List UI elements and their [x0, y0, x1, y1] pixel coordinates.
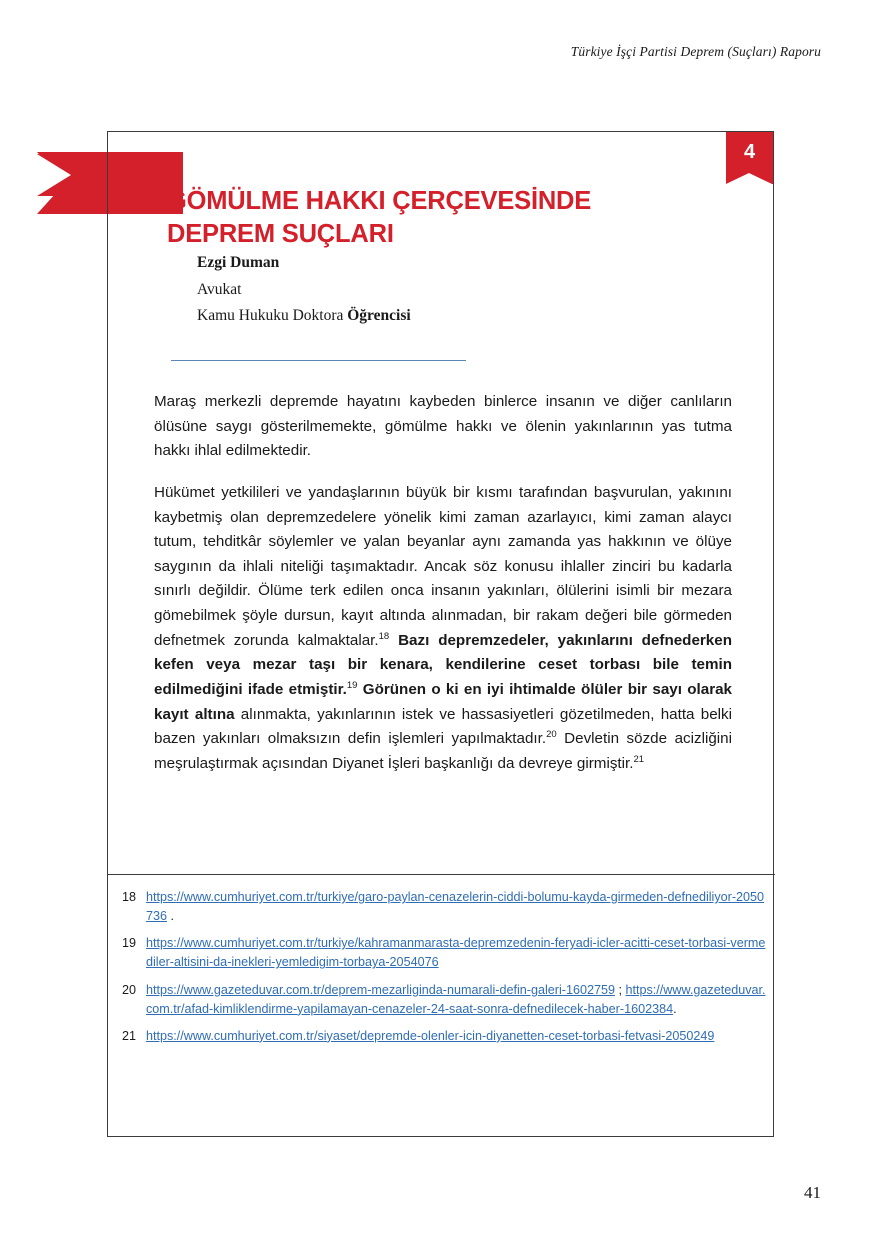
- footnote-text: [146, 888, 766, 926]
- author-block: [197, 250, 637, 330]
- footnote-text: [146, 981, 766, 1019]
- chapter-number: 4: [743, 141, 756, 163]
- footnote-link[interactable]: https://www.cumhuriyet.com.tr/turkiye/garo-paylan-cenazelerin-ciddi-bolumu-kayda-girmeden-defnediliyor-2050736: [146, 890, 765, 924]
- footnote-number: 20: [122, 982, 137, 997]
- paragraph-1: Maraş merkezli depremde hayatını kaybeden binlerce insanın ve diğer canlıların ölüsüne saygı gösterilmemekte, gömülme hakkı ve ölenin yakınlarının yas tutma hakkı ihlal edilmektedir.: [154, 393, 732, 460]
- body-text: [154, 390, 732, 776]
- paragraph-2-part-b: Bazı depremzedeler, yakınlarını defnederken kefen veya mezar taşı bir kenara, kendilerine ceset torbası bile temin edilmediğini ifade etmiştir.: [154, 631, 732, 698]
- footnote-ref-19: 19: [346, 679, 358, 691]
- footnote-text: [146, 1027, 766, 1046]
- footnote-link-secondary[interactable]: https://www.gazeteduvar.com.tr/afad-kimliklendirme-yapilamayan-cenazeler-24-saat-sonra-defnedilecek-haber-1602384: [146, 982, 766, 1016]
- footnote-ref-20: 20: [546, 729, 557, 741]
- running-header: Türkiye İşçi Partisi Deprem (Suçları) Raporu: [570, 44, 821, 59]
- paragraph-2: [154, 481, 732, 777]
- author-name: Ezgi Duman: [197, 254, 280, 271]
- footnote-item: [116, 888, 766, 926]
- chapter-title: GÖMÜLME HAKKI ÇERÇEVESİNDE DEPREM SUÇLARI: [167, 187, 592, 248]
- footnote-item: [116, 934, 766, 972]
- footnote-separator-text: ;: [615, 982, 626, 997]
- footnote-item: [116, 1027, 766, 1046]
- author-affiliation-strong: Öğrencisi: [347, 307, 411, 325]
- footnote-ref-21: 21: [633, 753, 645, 765]
- paragraph-2-part-e: Devletin sözde acizliğini meşrulaştırmak açısından Diyanet İşleri başkanlığı da devreye girmiştir.: [154, 730, 732, 772]
- paragraph-2-part-c: Görünen o ki en iyi ihtimalde ölüler bir sayı olarak kayıt altına: [154, 680, 732, 723]
- footnote-link[interactable]: https://www.gazeteduvar.com.tr/deprem-mezarliginda-numarali-defin-galeri-1602759: [146, 982, 615, 997]
- paragraph-2-part-a: Hükümet yetkilileri ve yandaşlarının büyük bir kısmı tarafından başvurulan, yakınını kaybetmiş olan depremzedelere yönelik kimi zaman azarlayıcı, kimi zaman alaycı tutum, tehditkâr söylemler ve yalan beyanlar aynı zamanda yas hakkının ve ölüye saygının da ihlali niteliği taşımaktadır. Ancak söz konusu ihlaller zinciri bu kadarla sınırlı değildir. Ölüme terk edilen onca insanın yakınları, ölülerini isimli bir mezara gömebilmek şöyle dursun, kayıt altında alınmadan, bir rakam değeri bile görmeden defnetmek zorunda kalmaktalar.: [154, 483, 732, 649]
- author-affiliation: [197, 303, 637, 330]
- footnote-text: [146, 934, 766, 972]
- footnote-link[interactable]: https://www.cumhuriyet.com.tr/siyaset/depremde-olenler-icin-diyanetten-ceset-torbasi-fetvasi-2050249: [146, 1028, 715, 1043]
- footnote-ref-18: 18: [378, 630, 390, 642]
- chapter-number-badge: [726, 132, 773, 184]
- footnote-suffix: .: [673, 1001, 677, 1016]
- footnote-link[interactable]: https://www.cumhuriyet.com.tr/turkiye/kahramanmarasta-depremzedenin-feryadi-icler-acitti-ceset-torbasi-vermediler-altisini-da-inekleri-yemledigim-torbaya-2054076: [146, 936, 766, 970]
- author-role: Avukat: [197, 280, 242, 298]
- author-affiliation-plain: Kamu Hukuku Doktora: [197, 307, 348, 325]
- page-content-frame: [107, 131, 774, 1137]
- footnote-suffix: .: [167, 909, 175, 924]
- footnote-separator: [108, 874, 775, 875]
- badge-notch: [726, 173, 772, 184]
- footnote-number: 19: [122, 936, 137, 951]
- footnotes-list: [116, 888, 766, 1054]
- paragraph-2-part-d: alınmakta, yakınlarının istek ve hassasiyetleri gözetilmeden, hatta belki bazen yakınları olmaksızın defin işlemleri yapılmaktadır.: [154, 705, 732, 748]
- page-number: 41: [804, 1183, 821, 1202]
- section-divider: [171, 360, 466, 361]
- footnote-number: 21: [122, 1028, 137, 1043]
- footnote-item: [116, 981, 766, 1019]
- footnote-number: 18: [122, 890, 137, 904]
